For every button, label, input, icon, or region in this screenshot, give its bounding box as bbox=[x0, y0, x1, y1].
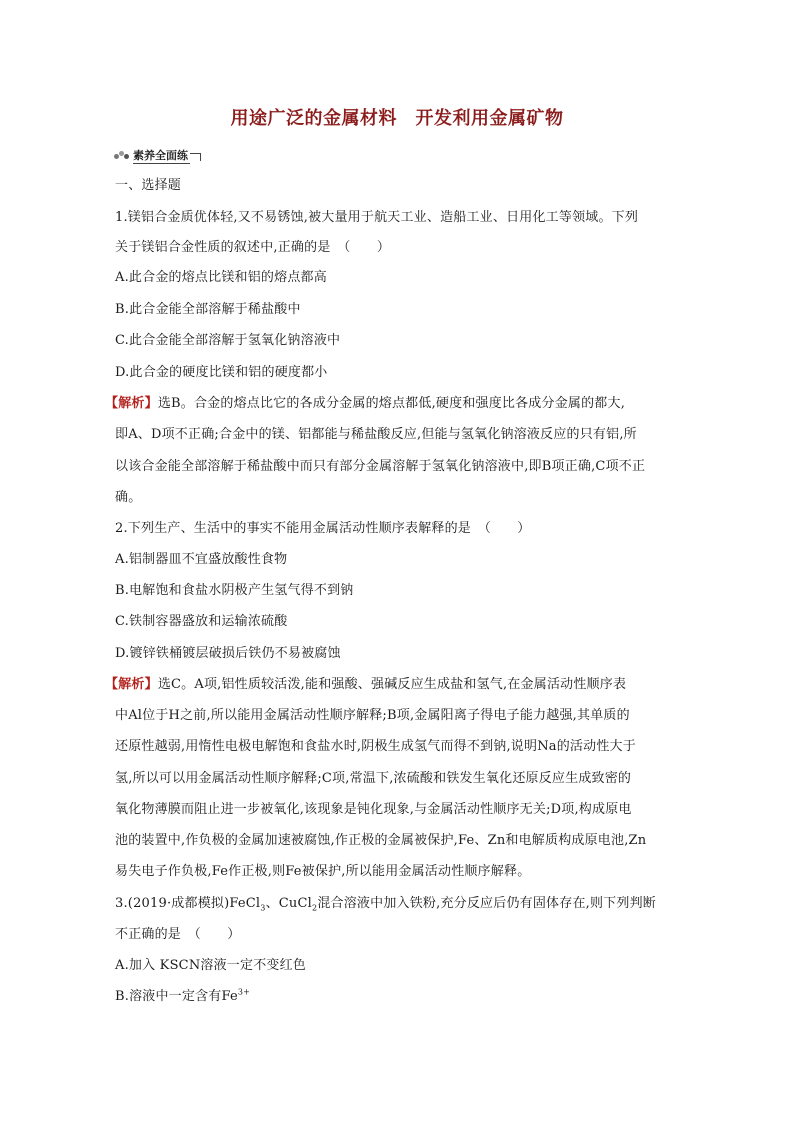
section-badge bbox=[114, 148, 201, 162]
q3-stem-text: 3.(2019·成都模拟)FeCl bbox=[115, 896, 261, 911]
q1-analysis-line: 确。 bbox=[115, 490, 142, 505]
q2-analysis-line: 中Al位于H之前,所以能用金属活动性顺序解释;B项,金属阳离子得电子能力越强,其单质的 bbox=[115, 708, 630, 723]
q1-option-b: B.此合金能全部溶解于稀盐酸中 bbox=[115, 302, 301, 317]
q1-stem-line: 关于镁铝合金性质的叙述中,正确的是 （ ） bbox=[115, 240, 391, 255]
q3-subscript: 3 bbox=[260, 903, 266, 913]
q2-option-c: C.铁制容器盛放和运输浓硫酸 bbox=[115, 614, 288, 629]
q2-analysis-line: 池的装置中,作负极的金属加速被腐蚀,作正极的金属被保护,Fe、Zn和电解质构成原电池,Zn bbox=[115, 833, 647, 848]
q2-analysis-line: 氢,所以可以用金属活动性顺序解释;C项,常温下,浓硫酸和铁发生氧化还原反应生成致密的 bbox=[115, 771, 632, 786]
q3-option-b bbox=[115, 989, 250, 1005]
analysis-text: 选B。合金的熔点比它的各成分金属的熔点都低,硬度和强度比各成分金属的都大, bbox=[157, 396, 626, 411]
q2-analysis-line: 易失电子作负极,Fe作正极,则Fe被保护,所以能用金属活动性顺序解释。 bbox=[115, 864, 531, 879]
q3-option-b-text: B.溶液中一定含有Fe bbox=[115, 989, 238, 1004]
q1-option-a: A.此合金的熔点比镁和铝的熔点都高 bbox=[115, 270, 327, 285]
analysis-tag: 【解析】 bbox=[105, 396, 158, 411]
q2-stem-line: 2.下列生产、生活中的事实不能用金属活动性顺序表解释的是 （ ） bbox=[115, 521, 531, 536]
q2-option-a: A.铝制器皿不宜盛放酸性食物 bbox=[115, 552, 288, 567]
q2-option-b: B.电解饱和食盐水阴极产生氢气得不到钠 bbox=[115, 583, 354, 598]
page-title: 用途广泛的金属材料 开发利用金属矿物 bbox=[230, 108, 564, 129]
q1-stem-line: 1.镁铝合金质优体轻,又不易锈蚀,被大量用于航天工业、造船工业、日用化工等领域。下列 bbox=[115, 210, 639, 225]
q3-stem-line bbox=[115, 896, 656, 912]
badge-label: 素养全面练 bbox=[133, 148, 188, 162]
q1-analysis-line: 以该合金能全部溶解于稀盐酸中而只有部分金属溶解于氢氧化钠溶液中,即B项正确,C项不正 bbox=[115, 459, 646, 474]
q2-analysis-line bbox=[105, 677, 626, 693]
badge-decoration-icon bbox=[114, 150, 132, 160]
q3-superscript: 3+ bbox=[237, 987, 251, 997]
q2-analysis-line: 氧化物薄膜而阻止进一步被氧化,该现象是钝化现象,与金属活动性顺序无关;D项,构成原电 bbox=[115, 802, 632, 817]
q3-stem-text: 混合溶液中加入铁粉,充分反应后仍有固体存在,则下列判断 bbox=[317, 896, 656, 911]
q2-option-d: D.镀锌铁桶镀层破损后铁仍不易被腐蚀 bbox=[115, 646, 341, 661]
q1-option-d: D.此合金的硬度比镁和铝的硬度都小 bbox=[115, 365, 328, 380]
analysis-text: 选C。A项,铝性质较活泼,能和强酸、强碱反应生成盐和氢气,在金属活动性顺序表 bbox=[157, 677, 627, 692]
q1-analysis-line bbox=[105, 396, 625, 412]
q3-option-a: A.加入 KSCN溶液一定不变红色 bbox=[115, 958, 306, 973]
q2-analysis-line: 还原性越弱,用惰性电极电解饱和食盐水时,阴极生成氢气而得不到钠,说明Na的活动性大于 bbox=[115, 739, 636, 754]
badge-corner-icon bbox=[190, 153, 201, 161]
q3-stem-text: 、CuCl bbox=[265, 896, 313, 911]
q3-stem-line: 不正确的是 （ ） bbox=[115, 927, 241, 942]
section-heading: 一、选择题 bbox=[115, 178, 182, 193]
q1-analysis-line: 即A、D项不正确;合金中的镁、铝都能与稀盐酸反应,但能与氢氧化钠溶液反应的只有铝,所 bbox=[115, 427, 637, 442]
analysis-tag: 【解析】 bbox=[105, 677, 158, 692]
q3-subscript: 2 bbox=[312, 903, 318, 913]
q1-option-c: C.此合金能全部溶解于氢氧化钠溶液中 bbox=[115, 333, 341, 348]
